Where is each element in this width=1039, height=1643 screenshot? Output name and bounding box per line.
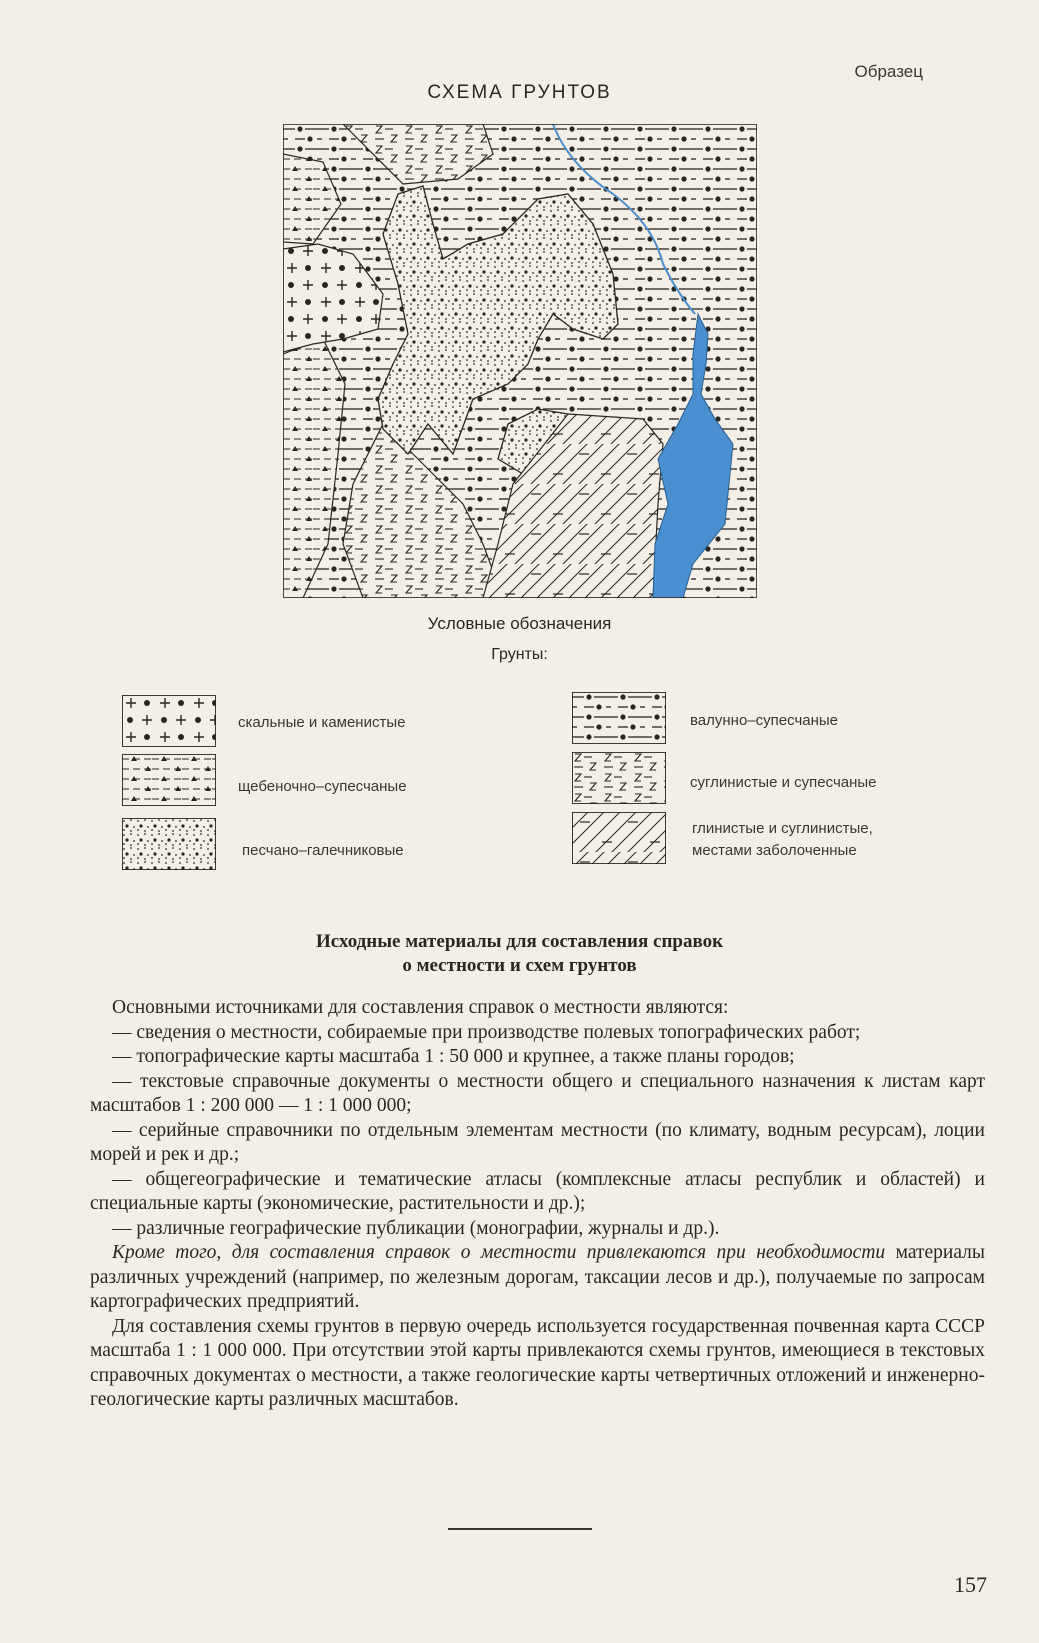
list-item: — общегеографические и тематические атласы (комплексные атласы республик и областей) и специальные карты (экономические, растительности и др.); [90,1168,985,1214]
legend-swatch-gravel [122,754,216,806]
end-rule [448,1528,592,1530]
paragraph: Для составления схемы грунтов в первую очередь используется государственная почвенная карта СССР масштаба 1 : 1 000 000. При отсутствии этой карты привлекаются схемы грунтов, имеющиеся в текстовых справочных документах о местности, а также геологические карты четвертичных отложений и инженерно-геологические карты различных масштабов. [90,1315,985,1410]
legend-swatch-boulder [572,692,666,744]
legend-label-boulder: валунно–супесчаные [690,712,839,729]
legend-subtitle: Грунты: [491,646,548,663]
legend-title: Условные обозначения [427,614,612,633]
legend-swatch-sand [122,818,216,870]
map-title: СХЕМА ГРУНТОВ [427,82,612,103]
soil-map [283,124,757,598]
legend-label-gravel: щебеночно–супесчаные [238,778,407,795]
list-item: — серийные справочники по отдельным элементам местности (по климату, водным ресурсам), лоции морей и рек и др.; [90,1119,985,1165]
legend-swatch-clay [572,812,666,864]
paragraph-italic-lead [90,1241,985,1315]
legend-swatch-rock [122,695,216,747]
paragraph: Основными источниками для составления справок о местности являются: [112,997,729,1018]
legend-label-clay-line1: глинистые и суглинистые, [692,820,873,837]
page-number: 157 [954,1572,987,1597]
italic-rest: материалы различных учреждений (например, по железным дорогам, таксации лесов и др.), получаемые по запросам картографических предприятий. [90,1242,985,1312]
list-item: — сведения о местности, собираемые при производстве полевых топографических работ; [112,1021,861,1043]
legend-label-clay-line2: местами заболоченные [692,842,857,859]
list-item: — различные географические публикации (монографии, журналы и др.). [112,1217,720,1239]
sample-label: Образец [854,62,923,81]
section-heading-line1: Исходные материалы для составления справок [315,931,724,952]
legend-swatch-loam [572,752,666,804]
body-text [90,996,985,1413]
legend-label-sand: песчано–галечниковые [242,842,404,859]
list-item: — топографические карты масштаба 1 : 50 000 и крупнее, а также планы городов; [112,1046,795,1067]
section-heading-line2: о местности и схем грунтов [402,955,637,976]
legend-label-rock: скальные и каменистые [238,714,406,731]
section-heading [0,930,1039,978]
legend-label-loam: суглинистые и супесчаные [690,774,877,791]
italic-lead: Кроме того, для составления справок о местности привлекаются при необходимости [112,1242,886,1263]
list-item: — текстовые справочные документы о местности общего и специального назначения к листам карт масштабов 1 : 200 000 — 1 : 1 000 000; [90,1070,985,1116]
